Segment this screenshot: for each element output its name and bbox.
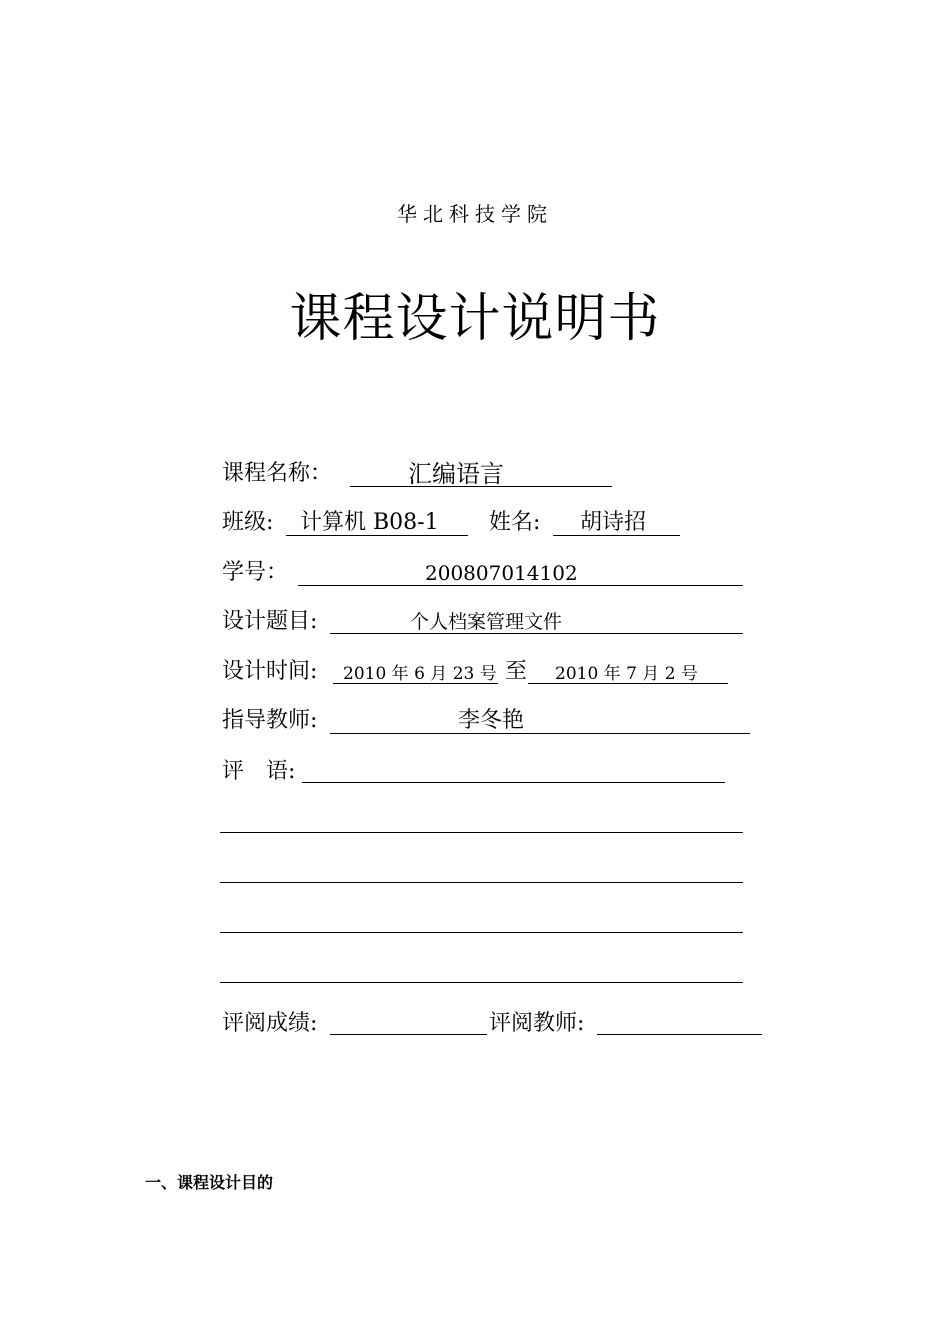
course-name-value: 汇编语言 [408,460,504,488]
class-value: 计算机 B08-1 [300,510,439,535]
document-title: 课程设计说明书 [289,289,661,349]
class-label: 班级: [222,510,274,535]
time-separator: 至 [505,659,528,684]
time-end-value: 2010 年 7 月 2 号 [555,664,698,684]
teacher-value: 李冬艳 [458,708,525,733]
grade-label: 评阅成绩: [222,1011,318,1036]
reviewer-label: 评阅教师: [489,1011,585,1036]
course-name-label: 课程名称： [222,461,333,486]
comment-line [220,882,743,883]
comment-line [302,782,725,783]
time-start-value: 2010 年 6 月 23 号 [343,664,497,684]
reviewer-line [597,1034,762,1035]
topic-value: 个人档案管理文件 [410,611,563,633]
teacher-label: 指导教师: [222,708,318,733]
teacher-underline [330,733,750,734]
comment-label: 评 语: [222,759,296,784]
student-id-label: 学号： [222,560,289,585]
student-name-value: 胡诗招 [580,510,647,535]
student-name-label: 姓名: [489,510,541,535]
student-id-value: 200807014102 [425,561,578,585]
section-heading: 一、课程设计目的 [145,1173,274,1192]
comment-line [220,982,743,983]
design-time-label: 设计时间: [222,659,318,684]
grade-line [330,1034,487,1035]
college-name: 华北科技学院 [397,202,553,226]
comment-line [220,832,743,833]
topic-label: 设计题目: [222,609,318,634]
comment-line [220,932,743,933]
